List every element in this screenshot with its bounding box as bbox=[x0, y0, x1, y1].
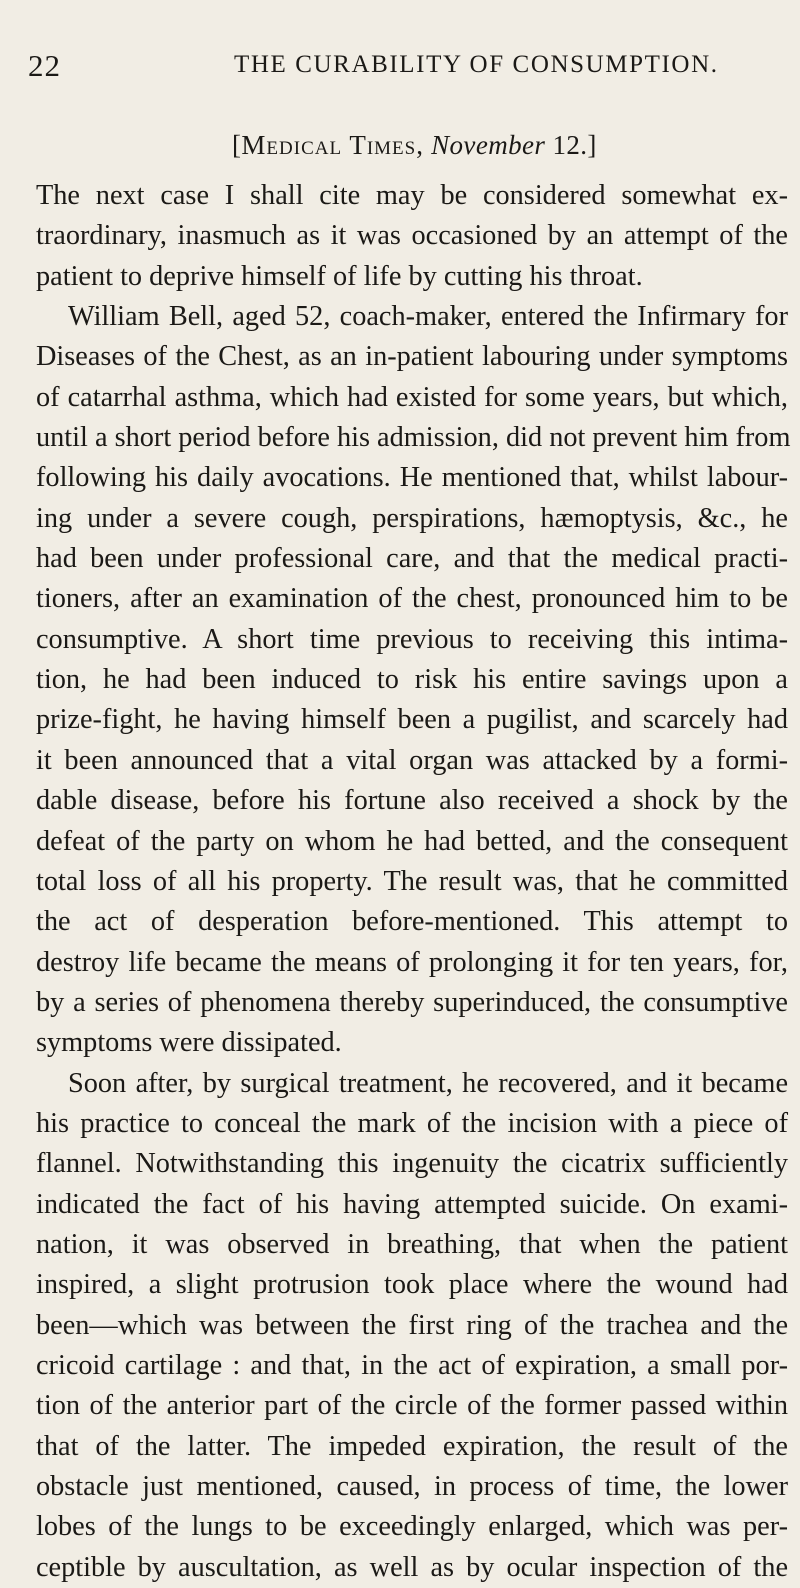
text-line: traordinary, inasmuch as it was occasioned by an attempt of the bbox=[36, 220, 788, 252]
text-line: dable disease, before his fortune also received a shock by the bbox=[36, 785, 788, 817]
body-text bbox=[36, 176, 791, 1588]
text-line: been—which was between the first ring of the trachea and the bbox=[36, 1309, 788, 1341]
page-header bbox=[28, 48, 776, 88]
text-line: prize-fight, he having himself been a pugilist, and scarcely had bbox=[36, 704, 788, 736]
text-line: consumptive. A short time previous to receiving this intima- bbox=[36, 623, 788, 655]
text-line: destroy life became the means of prolonging it for ten years, for, bbox=[36, 946, 788, 978]
page-number: 22 bbox=[28, 48, 61, 83]
text-line: that of the latter. The impeded expiration, the result of the bbox=[36, 1430, 788, 1462]
text-line: nation, it was observed in breathing, that when the patient bbox=[36, 1228, 788, 1260]
text-line: until a short period before his admission, did not prevent him from bbox=[36, 422, 791, 454]
text-line: Soon after, by surgical treatment, he recovered, and it became bbox=[68, 1067, 788, 1099]
source-citation bbox=[232, 130, 597, 161]
text-line: Diseases of the Chest, as an in-patient labouring under symptoms bbox=[36, 341, 788, 373]
text-line: patient to deprive himself of life by cutting his throat. bbox=[36, 260, 643, 292]
text-line: obstacle just mentioned, caused, in process of time, the lower bbox=[36, 1471, 788, 1502]
text-line: the act of desperation before-mentioned. This attempt to bbox=[36, 906, 788, 938]
text-line: inspired, a slight protrusion took place where the wound had bbox=[36, 1269, 788, 1301]
text-line: defeat of the party on whom he had betted, and the consequent bbox=[36, 825, 788, 857]
citation-month: November bbox=[431, 130, 546, 160]
text-line: cricoid cartilage : and that, in the act of expiration, a small por- bbox=[36, 1349, 788, 1381]
text-line: total loss of all his property. The result was, that he committed bbox=[36, 865, 788, 897]
text-line: lobes of the lungs to be exceedingly enlarged, which was per- bbox=[36, 1511, 788, 1543]
text-line: The next case I shall cite may be considered somewhat ex- bbox=[36, 180, 788, 211]
citation-day: 12.] bbox=[552, 130, 597, 160]
text-line: of catarrhal asthma, which had existed for some years, but which, bbox=[36, 381, 788, 413]
text-line: William Bell, aged 52, coach-maker, entered the Infirmary for bbox=[68, 301, 788, 333]
text-line: his practice to conceal the mark of the incision with a piece of bbox=[36, 1107, 788, 1139]
text-line: indicated the fact of his having attempted suicide. On exami- bbox=[36, 1188, 788, 1220]
text-line: had been under professional care, and that the medical practi- bbox=[36, 543, 788, 575]
text-line: ing under a severe cough, perspirations, hæmoptysis, &c., he bbox=[36, 502, 788, 534]
text-line: ceptible by auscultation, as well as by ocular inspection of the bbox=[36, 1551, 788, 1583]
publication-name: Medical Times, bbox=[241, 130, 424, 160]
text-line: following his daily avocations. He mentioned that, whilst labour- bbox=[36, 462, 788, 494]
text-line: by a series of phenomena thereby superinduced, the consumptive bbox=[36, 986, 788, 1018]
text-line: tioners, after an examination of the chest, pronounced him to be bbox=[36, 583, 788, 615]
text-line: tion, he had been induced to risk his entire savings upon a bbox=[36, 664, 788, 696]
citation-open-bracket: [ bbox=[232, 130, 242, 160]
text-line: symptoms were dissipated. bbox=[36, 1027, 342, 1059]
running-title: THE CURABILITY OF CONSUMPTION. bbox=[234, 51, 719, 78]
text-line: tion of the anterior part of the circle of the former passed within bbox=[36, 1390, 788, 1422]
text-line: it been announced that a vital organ was attacked by a formi- bbox=[36, 744, 788, 776]
text-line: flannel. Notwithstanding this ingenuity the cicatrix sufficiently bbox=[36, 1148, 788, 1180]
